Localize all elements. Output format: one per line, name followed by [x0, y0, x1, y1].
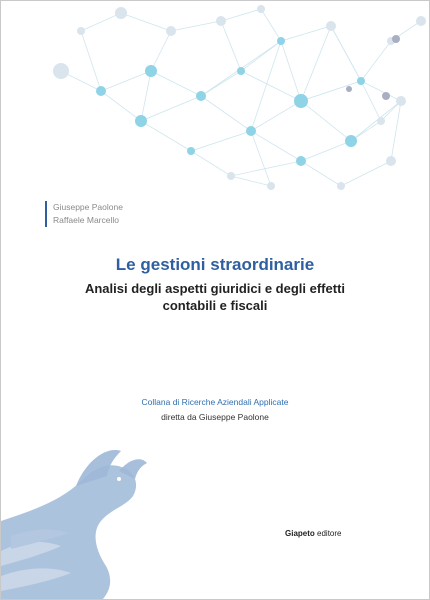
series-director: diretta da Giuseppe Paolone — [161, 412, 269, 422]
book-subtitle — [61, 280, 369, 314]
author-name: Raffaele Marcello — [53, 215, 119, 225]
series-name: Collana di Ricerche Aziendali Applicate — [141, 397, 289, 407]
subtitle-line: contabili e fiscali — [162, 298, 268, 313]
publisher-brand: Giapeto — [285, 529, 315, 538]
network-graphic-icon — [1, 1, 430, 201]
author-list — [45, 201, 123, 227]
pegasus-logo-icon — [1, 441, 171, 600]
subtitle-line: Analisi degli aspetti giuridici e degli effetti — [84, 281, 346, 296]
author-name: Giuseppe Paolone — [53, 202, 123, 212]
book-title: Le gestioni straordinarie — [115, 255, 315, 274]
publisher-suffix: editore — [317, 529, 342, 538]
publisher-name — [285, 529, 341, 538]
